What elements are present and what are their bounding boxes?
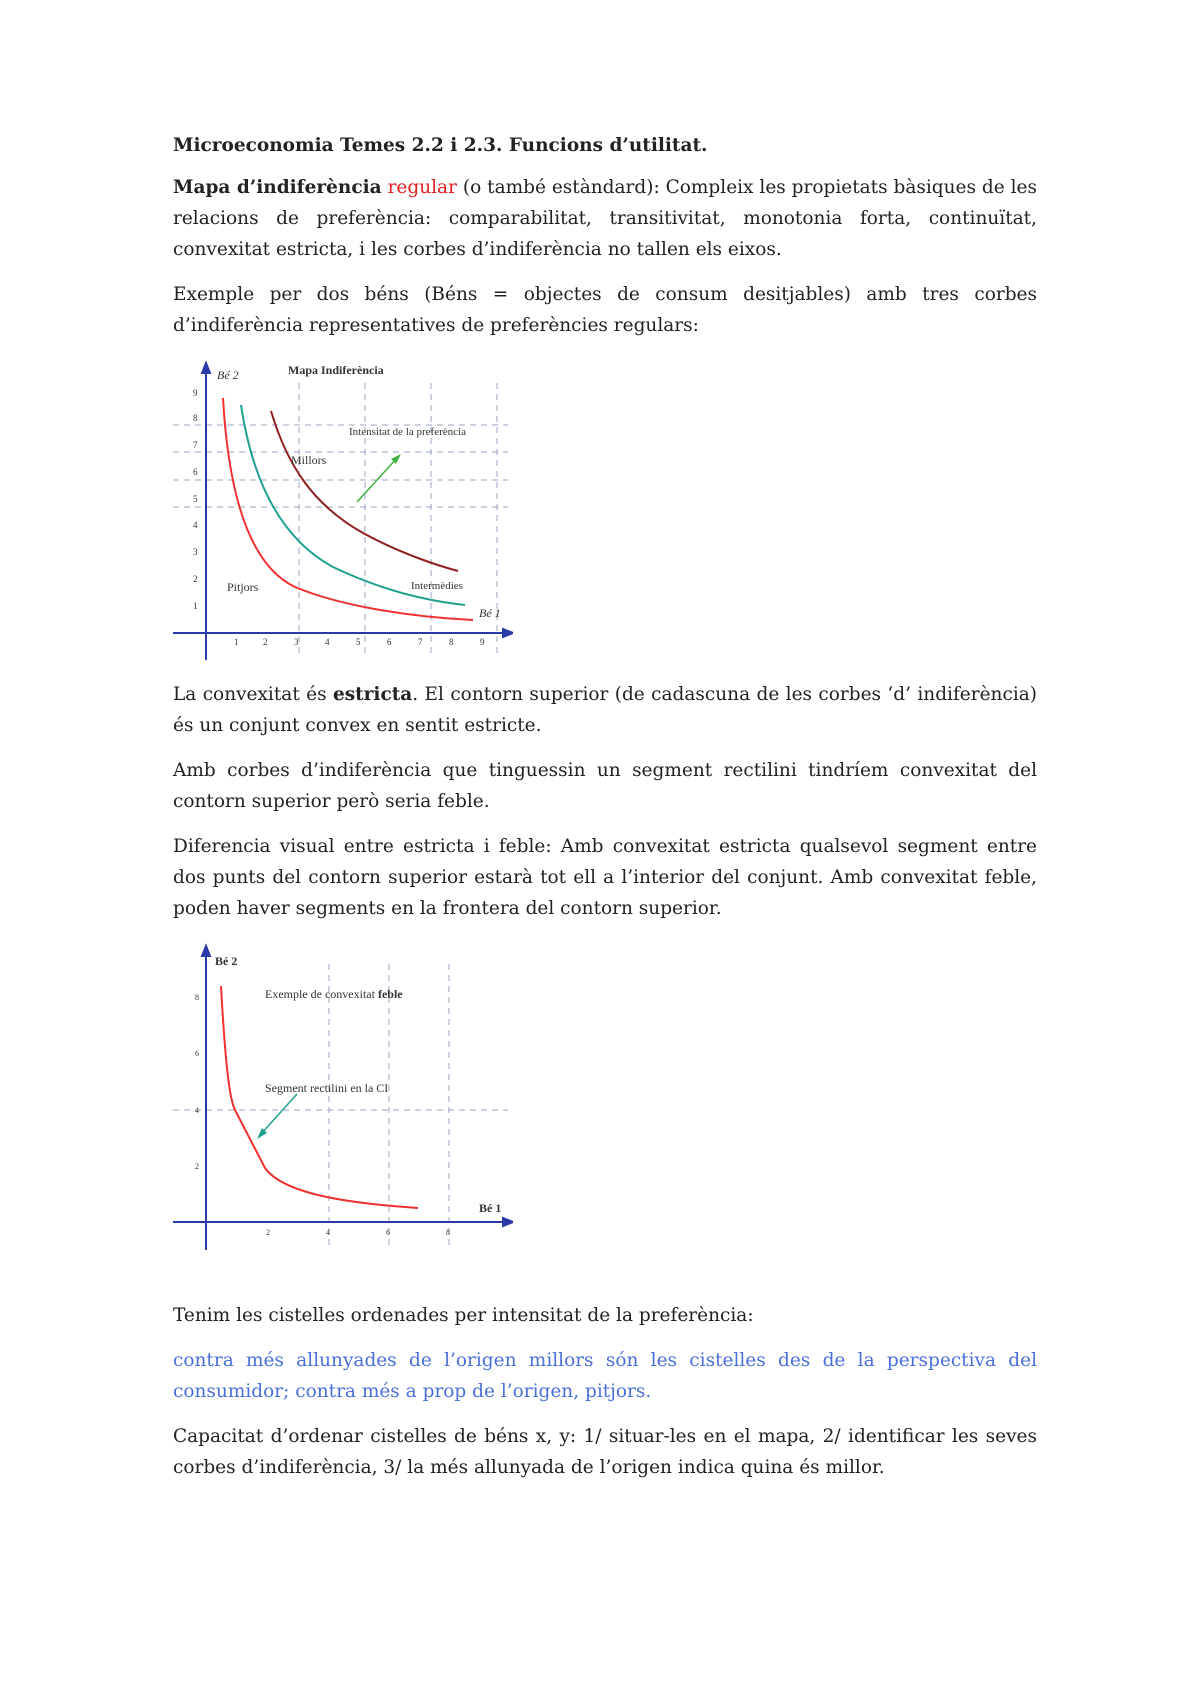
y-tick: 4 [193, 520, 198, 530]
term-strict: estricta [332, 684, 413, 705]
chart2-title-a: Exemple de convexitat [265, 987, 375, 1001]
chart2-x-label: Bé 1 [479, 1201, 502, 1215]
x-tick: 9 [480, 637, 485, 647]
chart2-x-ticks [266, 1228, 450, 1237]
x-tick: 6 [386, 1228, 390, 1237]
paragraph-ordering-capacity: Capacitat d’ordenar cistelles de béns x, y: 1/ situar-les en el mapa, 2/ identificar les seves corbes d’indiferència, 3/ la més allunyada de l’origen indica quina és millor. [173, 1426, 1037, 1478]
x-tick: 4 [325, 637, 330, 647]
x-tick: 3 [294, 637, 299, 647]
paragraph-strict-a: La convexitat és [173, 684, 327, 705]
label-worst: Pitjors [227, 580, 259, 594]
y-tick: 5 [193, 494, 198, 504]
y-tick: 4 [195, 1106, 199, 1115]
chart1-y-ticks [193, 388, 198, 611]
spacer [173, 1272, 1037, 1300]
label-best: Millors [291, 453, 327, 467]
weak-convexity-svg [173, 938, 513, 1258]
x-tick: 5 [356, 637, 361, 647]
indifference-map-svg [173, 355, 513, 665]
paragraph-example: Exemple per dos béns (Béns = objectes de consum desitjables) amb tres corbes d’indiferència representatives de preferències regulars: [173, 284, 1037, 336]
chart2-annotation: Segment rectilini en la CI [265, 1081, 389, 1095]
y-tick: 2 [193, 574, 198, 584]
y-tick: 3 [193, 547, 198, 557]
y-tick: 6 [195, 1049, 199, 1058]
preference-arrow [357, 454, 401, 502]
x-tick: 2 [263, 637, 268, 647]
document-title: Microeconomia Temes 2.2 i 2.3. Funcions d’utilitat. [173, 135, 708, 156]
chart1-y-label: Bé 2 [217, 368, 239, 382]
x-tick: 4 [326, 1228, 330, 1237]
document-page [173, 135, 1037, 1497]
paragraph-ordered: Tenim les cistelles ordenades per intensitat de la preferència: [173, 1305, 754, 1326]
paragraph-difference: Diferencia visual entre estricta i feble: Amb convexitat estricta qualsevol segment entre dos punts del contorn superior estarà tot ell a l’interior del conjunt. Amb convexitat feble, poden haver segments en la frontera del contorn superior. [173, 836, 1037, 919]
y-tick: 1 [193, 601, 198, 611]
segment-arrow [257, 1094, 297, 1139]
x-tick: 1 [234, 637, 239, 647]
chart1-x-ticks [234, 637, 485, 647]
chart2-y-label: Bé 2 [215, 954, 238, 968]
label-intermediate: Intermèdies [411, 580, 463, 592]
x-tick: 7 [418, 637, 423, 647]
chart1-title: Mapa Indiferència [288, 363, 384, 377]
y-tick: 8 [195, 993, 199, 1002]
chart2-y-ticks [195, 993, 199, 1171]
term-regular: regular [387, 177, 457, 198]
y-tick: 9 [193, 388, 198, 398]
term-indifference-map: Mapa d’indiferència [173, 177, 382, 198]
y-tick: 7 [193, 440, 198, 450]
chart2-title [265, 987, 403, 1001]
x-tick: 8 [449, 637, 454, 647]
x-tick: 2 [266, 1228, 270, 1237]
figure-indifference-map [173, 355, 1037, 665]
chart1-annotation: Intensitat de la preferència [349, 426, 466, 438]
paragraph-strict-b: . El contorn superior (de cadascuna de les corbes ‘d’ indiferència) és un conjunt convex en sentit estricte. [173, 684, 1037, 736]
paragraph-regular-map [173, 172, 1037, 265]
y-tick: 2 [195, 1162, 199, 1171]
x-tick: 6 [387, 637, 392, 647]
paragraph-strict [173, 679, 1037, 741]
x-tick: 8 [446, 1228, 450, 1237]
paragraph-regular-map-text: (o també estàndard): Compleix les propietats bàsiques de les relacions de preferència: comparabilitat, transitivitat, monotonia forta, continuïtat, convexitat estricta, i les corbes d’indiferència no tallen els eixos. [173, 177, 1037, 260]
weak-curve [221, 986, 418, 1208]
paragraph-weak: Amb corbes d’indiferència que tinguessin un segment rectilini tindríem convexitat del contorn superior però seria feble. [173, 760, 1037, 812]
grid-lines-2 [173, 964, 508, 1250]
y-tick: 8 [193, 413, 198, 423]
chart1-x-label: Bé 1 [479, 606, 501, 620]
figure-weak-convexity [173, 938, 1037, 1258]
paragraph-farther-better: contra més allunyades de l’origen millors són les cistelles des de la perspectiva del consumidor; contra més a prop de l’origen, pitjors. [173, 1350, 1037, 1402]
chart2-title-b: feble [377, 987, 403, 1001]
y-tick: 6 [193, 467, 198, 477]
